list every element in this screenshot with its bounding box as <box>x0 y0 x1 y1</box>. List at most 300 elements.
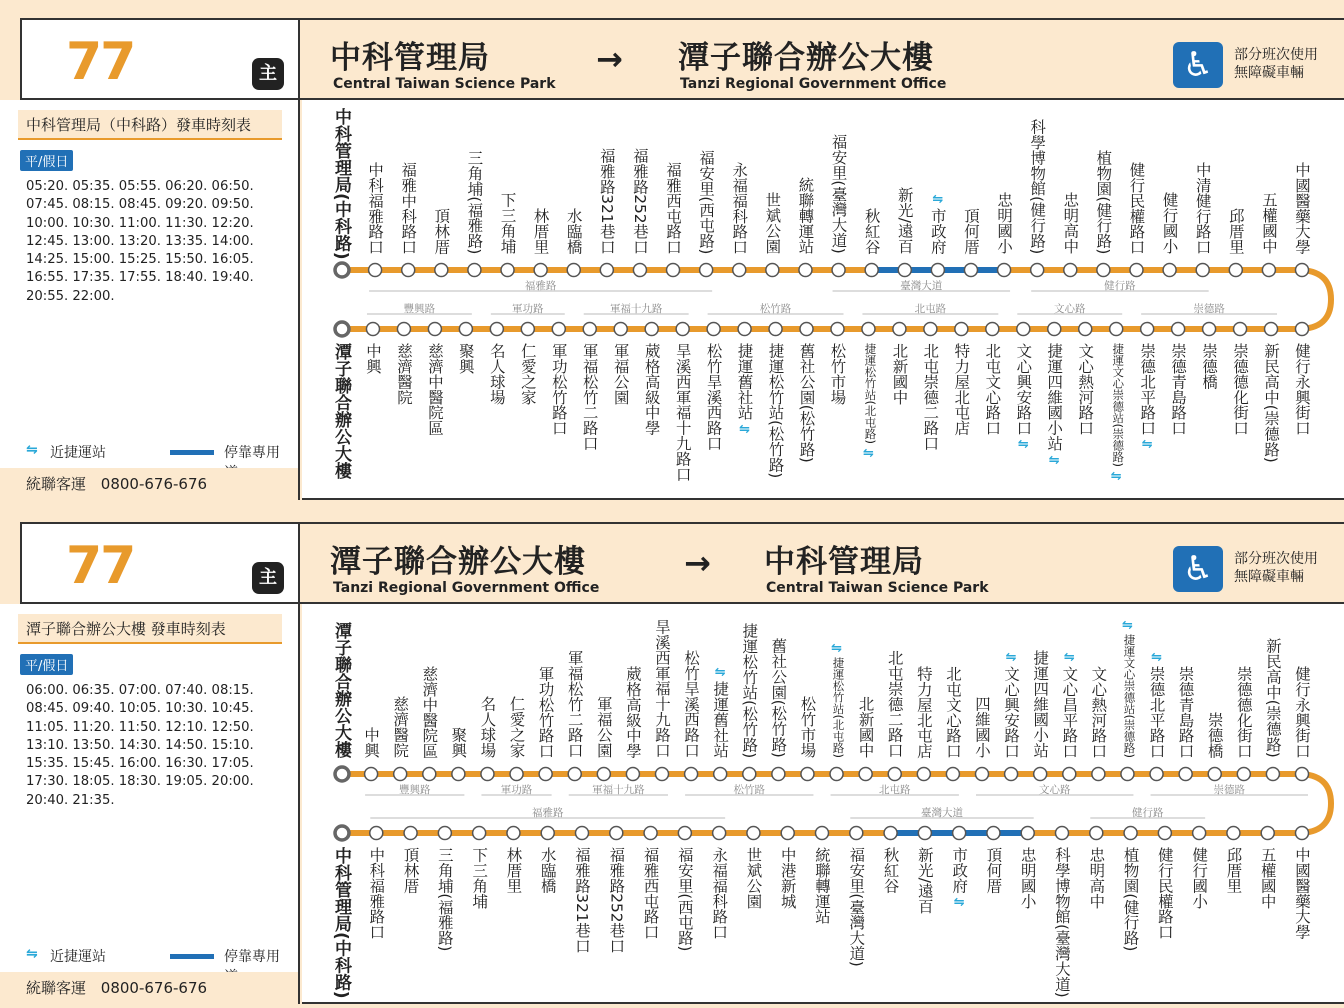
stop-name[interactable]: 捷運舊社站 <box>735 343 754 420</box>
stop-name[interactable]: 統聯轉運站 <box>796 177 815 254</box>
road-name-label: 文心路 <box>1053 303 1086 315</box>
road-name-label: 崇德路 <box>1193 303 1225 315</box>
stop-name[interactable]: 中港新城 <box>778 847 797 909</box>
route-line <box>342 270 1331 329</box>
operator-contact <box>0 972 298 1004</box>
stop-name[interactable]: 邱厝里 <box>1224 847 1243 894</box>
stop-marker[interactable] <box>1092 768 1105 781</box>
stop-marker[interactable] <box>644 827 657 840</box>
direction-arrow-icon: → <box>596 40 623 78</box>
stop-name[interactable]: 特力屋北屯店 <box>952 343 971 436</box>
stop-marker[interactable] <box>1097 264 1110 277</box>
stop-marker[interactable] <box>438 827 451 840</box>
stop-marker[interactable] <box>539 768 552 781</box>
stop-name[interactable]: 中國醫藥大學 <box>1293 161 1311 254</box>
stop-name[interactable]: 中科福雅路口 <box>367 847 386 940</box>
stop-marker[interactable] <box>645 323 658 336</box>
stop-marker[interactable] <box>1150 768 1163 781</box>
stop-name[interactable]: 崇德青島路口 <box>1176 665 1195 758</box>
stop-marker[interactable] <box>397 323 410 336</box>
stop-name[interactable]: 潭子聯合辦公大樓 <box>331 343 351 479</box>
stop-marker[interactable] <box>1056 827 1069 840</box>
stop-name[interactable]: 福雅西屯路口 <box>641 847 660 940</box>
origin-subtitle: Central Taiwan Science Park <box>333 76 556 92</box>
stop-marker[interactable] <box>541 827 554 840</box>
map-legend <box>20 946 288 964</box>
stop-marker[interactable] <box>830 768 843 781</box>
stop-name[interactable]: 捷運文心崇德站(崇德路) <box>1122 634 1137 758</box>
stop-marker[interactable] <box>964 264 977 277</box>
stop-marker[interactable] <box>1179 768 1192 781</box>
stop-name[interactable]: 崇德德化街口 <box>1231 343 1250 436</box>
mrt-transfer-icon: ⇋ <box>26 946 38 962</box>
stop-name[interactable]: 松竹市場 <box>828 343 847 405</box>
stop-name[interactable]: 旱溪西軍福十九路口 <box>653 619 671 758</box>
stop-name[interactable]: 松竹市場 <box>798 696 817 758</box>
stop-marker[interactable] <box>986 323 999 336</box>
stop-marker[interactable] <box>700 264 713 277</box>
departure-times: 05:20. 05:35. 05:55. 06:20. 06:50. 07:45. 08:15. 08:45. 09:20. 09:50. 10:00. 10:30. 11:00. 11:30. 12:20. 12:45. 13:00. 13:20. 13:35. 14:00. 14:25. 15:00. 15:25. 15:50. 16:05. 16:55. 17:35. 17:55. 18:40. 19:40. 20:55. 22:00. <box>26 179 254 304</box>
stop-name[interactable]: 健行國小 <box>1190 847 1209 909</box>
stop-marker[interactable] <box>1163 264 1176 277</box>
stop-name[interactable]: 文心興安路口 <box>1002 665 1021 758</box>
stop-name[interactable]: 特力屋北屯店 <box>914 665 933 758</box>
stop-name[interactable]: 崇德青島路口 <box>1169 343 1188 436</box>
stop-name[interactable]: 名人球場 <box>478 696 497 758</box>
stop-name[interactable]: 文心熱河路口 <box>1089 665 1108 758</box>
mrt-transfer-icon: ⇋ <box>1063 649 1075 665</box>
stop-marker[interactable] <box>600 264 613 277</box>
mrt-transfer-icon: ⇋ <box>714 665 726 680</box>
stop-name[interactable]: 捷運松竹站(北屯路) <box>831 657 846 758</box>
stop-marker[interactable] <box>481 768 494 781</box>
stop-name[interactable]: 中科福雅路口 <box>366 161 385 254</box>
stop-marker[interactable] <box>369 264 382 277</box>
stop-marker[interactable] <box>685 768 698 781</box>
stop-marker[interactable] <box>676 323 689 336</box>
bus-lane-swatch <box>170 954 214 959</box>
day-type-badge: 平/假日 <box>20 150 73 171</box>
stop-marker[interactable] <box>521 323 534 336</box>
stop-marker[interactable] <box>769 323 782 336</box>
stop-name[interactable]: 世斌公園 <box>744 847 763 909</box>
stop-name[interactable]: 慈濟中醫院區 <box>420 665 439 758</box>
stop-name[interactable]: 軍功松竹路口 <box>549 343 568 436</box>
road-name-label: 松竹路 <box>733 784 766 796</box>
stop-marker[interactable] <box>1296 768 1309 781</box>
stop-name[interactable]: 松竹旱溪西路口 <box>682 650 701 758</box>
stop-name[interactable]: 中科管理局(中科路) <box>331 108 351 260</box>
stop-marker[interactable] <box>800 323 813 336</box>
stop-name[interactable]: 崇德德化街口 <box>1234 665 1253 758</box>
stop-name[interactable]: 市政府 <box>950 847 969 894</box>
stop-marker[interactable] <box>335 263 349 277</box>
stop-marker[interactable] <box>924 323 937 336</box>
stop-marker[interactable] <box>733 264 746 277</box>
stop-name[interactable]: 慈濟中醫院區 <box>425 343 444 436</box>
stop-marker[interactable] <box>862 323 875 336</box>
stop-marker[interactable] <box>1090 827 1103 840</box>
stop-name[interactable]: 文心昌平路口 <box>1060 665 1079 758</box>
stop-name[interactable]: 忠明高中 <box>1061 192 1080 254</box>
stop-name[interactable]: 旱溪西軍福十九路口 <box>673 343 692 482</box>
stop-marker[interactable] <box>884 827 897 840</box>
stop-marker[interactable] <box>831 323 844 336</box>
stop-marker[interactable] <box>507 827 520 840</box>
stop-marker[interactable] <box>1234 323 1247 336</box>
stop-name[interactable]: 忠明國小 <box>1018 847 1037 909</box>
stop-marker[interactable] <box>1063 768 1076 781</box>
stop-marker[interactable] <box>888 768 901 781</box>
stop-marker[interactable] <box>552 323 565 336</box>
stop-marker[interactable] <box>772 768 785 781</box>
stop-marker[interactable] <box>1266 768 1279 781</box>
stop-marker[interactable] <box>955 323 968 336</box>
stop-name[interactable]: 五權國中 <box>1258 847 1277 909</box>
stop-marker[interactable] <box>633 264 646 277</box>
stop-marker[interactable] <box>1130 264 1143 277</box>
stop-name[interactable]: 下三角埔 <box>498 192 517 254</box>
origin-title: 潭子聯合辦公大樓 <box>330 544 586 580</box>
stop-marker[interactable] <box>1110 323 1123 336</box>
stop-marker[interactable] <box>1121 768 1134 781</box>
legend-lane-label: 停靠專用 <box>224 949 280 965</box>
stop-name[interactable]: 秋紅谷 <box>881 847 900 894</box>
stop-marker[interactable] <box>714 768 727 781</box>
road-name-label: 北屯路 <box>914 303 947 315</box>
stop-name[interactable]: 軍福松竹二路口 <box>565 650 584 758</box>
stop-marker[interactable] <box>501 264 514 277</box>
route-line <box>342 774 1331 833</box>
stop-name[interactable]: 市政府 <box>928 207 947 254</box>
stop-name[interactable]: 舊社公園(松竹路) <box>769 638 788 758</box>
stop-name[interactable]: 福安里(西屯路) <box>675 847 694 952</box>
stop-name[interactable]: 植物園(健行路) <box>1121 847 1140 952</box>
stop-name[interactable]: 軍功松竹路口 <box>536 665 555 758</box>
stop-marker[interactable] <box>567 264 580 277</box>
stop-marker[interactable] <box>987 827 1000 840</box>
stop-marker[interactable] <box>1079 323 1092 336</box>
stop-marker[interactable] <box>1262 264 1275 277</box>
stop-name[interactable]: 頂何厝 <box>961 207 980 254</box>
stop-name[interactable]: 頂何厝 <box>984 847 1003 894</box>
stop-marker[interactable] <box>738 323 751 336</box>
road-name-label: 文心路 <box>1038 784 1071 796</box>
stop-marker[interactable] <box>1021 827 1034 840</box>
stop-name[interactable]: 永福福科路口 <box>730 161 749 254</box>
stop-name[interactable]: 水臨橋 <box>538 847 557 894</box>
stop-name[interactable]: 福雅路321巷口 <box>597 147 616 254</box>
stop-marker[interactable] <box>713 827 726 840</box>
stop-name[interactable]: 健行民權路口 <box>1155 847 1174 940</box>
stop-name[interactable]: 永福福科路口 <box>710 847 729 940</box>
stop-marker[interactable] <box>859 768 872 781</box>
stop-name[interactable]: 捷運舊社站 <box>711 681 730 758</box>
timetable-title: 中科管理局（中科路）發車時刻表 <box>18 110 282 140</box>
stop-name[interactable]: 三角埔(福雅路) <box>465 149 484 254</box>
departure-times: 06:00. 06:35. 07:00. 07:40. 08:15. 08:45. 09:40. 10:05. 10:30. 10:45. 11:05. 11:20. 11:50. 12:10. 12:50. 13:10. 13:50. 14:30. 14:50. 15:10. 15:35. 15:45. 16:00. 16:30. 17:05. 17:30. 18:05. 18:30. 19:05. 20:00. 20:40. 21:35. <box>26 683 254 808</box>
stop-name[interactable]: 健行國小 <box>1160 192 1179 254</box>
stop-marker[interactable] <box>614 323 627 336</box>
stop-marker[interactable] <box>404 827 417 840</box>
stop-marker[interactable] <box>365 768 378 781</box>
stop-name[interactable]: 仁愛之家 <box>518 343 537 405</box>
stop-marker[interactable] <box>850 827 863 840</box>
stop-name[interactable]: 北新國中 <box>856 696 875 758</box>
wheelchair-icon: ♿ <box>1173 42 1223 88</box>
route-number-box <box>20 522 300 604</box>
road-name-label: 臺灣大道 <box>900 280 943 292</box>
stop-name[interactable]: 植物園(健行路) <box>1094 149 1113 254</box>
stop-marker[interactable] <box>366 323 379 336</box>
route-header <box>300 18 1344 100</box>
stop-marker[interactable] <box>597 768 610 781</box>
stop-name[interactable]: 福雅路321巷口 <box>573 847 591 954</box>
stop-name[interactable]: 統聯轉運站 <box>813 847 831 924</box>
stop-name[interactable]: 文心興安路口 <box>1014 343 1033 436</box>
stop-marker[interactable] <box>1265 323 1278 336</box>
timetable-panel <box>0 100 300 500</box>
stop-marker[interactable] <box>576 827 589 840</box>
stop-name[interactable]: 秋紅谷 <box>862 207 881 254</box>
stop-name[interactable]: 北屯文心路口 <box>983 343 1002 436</box>
route-header <box>300 522 1344 604</box>
stop-name[interactable]: 舊社公園(松竹路) <box>797 343 816 463</box>
stop-marker[interactable] <box>1064 264 1077 277</box>
stop-marker[interactable] <box>394 768 407 781</box>
road-name-label: 松竹路 <box>759 303 792 315</box>
stop-marker[interactable] <box>435 264 448 277</box>
stop-marker[interactable] <box>1141 323 1154 336</box>
stop-name[interactable]: 邱厝里 <box>1226 207 1245 254</box>
stop-name[interactable]: 忠明國小 <box>995 192 1014 254</box>
stop-marker[interactable] <box>743 768 756 781</box>
stop-name[interactable]: 健行永興街口 <box>1293 343 1311 436</box>
stop-name[interactable]: 福雅路252巷口 <box>607 847 626 954</box>
stop-marker[interactable] <box>468 264 481 277</box>
stop-name[interactable]: 中清健行路口 <box>1193 161 1212 254</box>
stop-name[interactable]: 福安里(臺灣大道) <box>847 847 866 967</box>
stop-marker[interactable] <box>801 768 814 781</box>
stop-name[interactable]: 五權國中 <box>1259 192 1278 254</box>
stop-name[interactable]: 四維國小 <box>973 696 991 758</box>
stop-name[interactable]: 三角埔(福雅路) <box>435 847 454 952</box>
stop-marker[interactable] <box>667 264 680 277</box>
map-legend <box>20 442 288 460</box>
stop-marker[interactable] <box>1124 827 1137 840</box>
stop-name[interactable]: 捷運四維國小站 <box>1045 343 1064 451</box>
stop-name[interactable]: 捷運松竹站(松竹路) <box>740 622 759 758</box>
stop-marker[interactable] <box>583 323 596 336</box>
road-name-label: 軍功路 <box>512 303 544 315</box>
stop-name[interactable]: 捷運文心崇德站(崇德路) <box>1111 343 1126 467</box>
stop-marker[interactable] <box>1017 323 1030 336</box>
stop-marker[interactable] <box>1196 264 1209 277</box>
stop-name[interactable]: 捷運松竹站(松竹路) <box>766 343 785 479</box>
stop-marker[interactable] <box>459 323 472 336</box>
stop-marker[interactable] <box>423 768 436 781</box>
stop-marker[interactable] <box>1034 768 1047 781</box>
stop-marker[interactable] <box>1296 323 1309 336</box>
stop-name[interactable]: 新民高中(崇德路) <box>1263 638 1282 758</box>
stop-marker[interactable] <box>510 768 523 781</box>
stop-name[interactable]: 文心熱河路口 <box>1076 343 1095 436</box>
stop-marker[interactable] <box>1005 768 1018 781</box>
stop-marker[interactable] <box>1048 323 1061 336</box>
stop-marker[interactable] <box>707 323 720 336</box>
stop-marker[interactable] <box>1261 827 1274 840</box>
stop-marker[interactable] <box>568 768 581 781</box>
operator-phone: 0800-676-676 <box>100 979 208 997</box>
stop-name[interactable]: 林厝里 <box>504 847 523 894</box>
stop-name[interactable]: 福雅西屯路口 <box>664 161 683 254</box>
stop-name[interactable]: 捷運松竹站(北屯路) <box>863 343 878 444</box>
mrt-transfer-icon: ⇋ <box>831 641 842 657</box>
mrt-transfer-icon: ⇋ <box>1110 468 1122 484</box>
stop-name[interactable]: 軍福松竹二路口 <box>580 343 599 451</box>
stop-name[interactable]: 健行永興街口 <box>1293 665 1311 758</box>
stop-marker[interactable] <box>428 323 441 336</box>
stop-marker[interactable] <box>1203 323 1216 336</box>
stop-marker[interactable] <box>931 264 944 277</box>
destination-subtitle: Central Taiwan Science Park <box>766 580 989 596</box>
road-name-label: 軍福十九路 <box>609 303 663 315</box>
stop-marker[interactable] <box>1193 827 1206 840</box>
stop-marker[interactable] <box>918 827 931 840</box>
stop-marker[interactable] <box>998 264 1011 277</box>
stop-marker[interactable] <box>1237 768 1250 781</box>
stop-marker[interactable] <box>865 264 878 277</box>
stop-marker[interactable] <box>893 323 906 336</box>
road-name-label: 豐興路 <box>403 303 436 315</box>
stop-name[interactable]: 聚興 <box>456 343 475 374</box>
stop-name[interactable]: 中科管理局(中科路) <box>331 847 351 999</box>
mrt-transfer-icon: ⇋ <box>1017 437 1029 453</box>
stop-name[interactable]: 聚興 <box>449 727 468 758</box>
stop-name[interactable]: 慈濟醫院 <box>391 696 410 758</box>
stop-name[interactable]: 中興 <box>362 727 381 758</box>
origin-title: 中科管理局 <box>330 40 490 76</box>
stop-marker[interactable] <box>946 768 959 781</box>
stop-marker[interactable] <box>1208 768 1221 781</box>
stop-marker[interactable] <box>917 768 930 781</box>
route-number: 77 <box>66 32 135 92</box>
stop-marker[interactable] <box>832 264 845 277</box>
stop-name[interactable]: 科學博物館(健行路) <box>1028 118 1047 254</box>
stop-marker[interactable] <box>1158 827 1171 840</box>
wheelchair-icon: ♿ <box>1173 546 1223 592</box>
stop-name[interactable]: 健行民權路口 <box>1127 161 1146 254</box>
stop-marker[interactable] <box>816 827 829 840</box>
stop-marker[interactable] <box>534 264 547 277</box>
stop-marker[interactable] <box>953 827 966 840</box>
stop-marker[interactable] <box>678 827 691 840</box>
stop-marker[interactable] <box>781 827 794 840</box>
stop-name[interactable]: 新民高中(崇德路) <box>1262 343 1281 463</box>
stop-name[interactable]: 松竹旱溪西路口 <box>704 343 723 451</box>
stop-marker[interactable] <box>1296 264 1309 277</box>
stop-name[interactable]: 葳格高級中學 <box>642 343 661 436</box>
stop-name[interactable]: 忠明高中 <box>1087 847 1106 909</box>
stop-name[interactable]: 慈濟醫院 <box>394 343 413 405</box>
stop-marker[interactable] <box>1296 827 1309 840</box>
stop-marker[interactable] <box>473 827 486 840</box>
operator-contact <box>0 468 298 500</box>
stop-name[interactable]: 新光/遠百 <box>895 187 914 254</box>
stop-name[interactable]: 科學博物館(臺灣大道) <box>1053 847 1071 998</box>
stop-name[interactable]: 潭子聯合辦公大樓 <box>331 622 351 758</box>
stop-name[interactable]: 林厝里 <box>531 207 550 254</box>
stop-name[interactable]: 崇德橋 <box>1205 711 1224 758</box>
stop-marker[interactable] <box>766 264 779 277</box>
stop-name[interactable]: 崇德北平路口 <box>1138 343 1157 436</box>
stop-name[interactable]: 崇德橋 <box>1200 343 1219 390</box>
stop-marker[interactable] <box>452 768 465 781</box>
stop-marker[interactable] <box>1031 264 1044 277</box>
stop-name[interactable]: 軍福公園 <box>611 343 630 405</box>
stop-marker[interactable] <box>490 323 503 336</box>
stop-marker[interactable] <box>898 264 911 277</box>
stop-marker[interactable] <box>335 826 349 840</box>
stop-marker[interactable] <box>1227 827 1240 840</box>
mrt-transfer-icon: ⇋ <box>1005 649 1017 665</box>
stop-marker[interactable] <box>747 827 760 840</box>
stop-marker[interactable] <box>335 767 349 781</box>
stop-name[interactable]: 仁愛之家 <box>507 696 526 758</box>
stop-marker[interactable] <box>656 768 669 781</box>
road-name-label: 豐興路 <box>398 784 431 796</box>
stop-name[interactable]: 中興 <box>363 343 382 374</box>
timetable-panel <box>0 604 300 1004</box>
road-name-label: 崇德路 <box>1213 784 1246 796</box>
stop-name[interactable]: 新光/遠百 <box>915 847 934 914</box>
stop-marker[interactable] <box>1229 264 1242 277</box>
stop-name[interactable]: 捷運四維國小站 <box>1031 650 1050 758</box>
stop-name[interactable]: 福安里(西屯路) <box>697 149 716 254</box>
operator-phone: 0800-676-676 <box>100 475 208 493</box>
stop-marker[interactable] <box>976 768 989 781</box>
stop-marker[interactable] <box>370 827 383 840</box>
stop-name[interactable]: 北屯崇德二路口 <box>885 650 904 758</box>
stop-name[interactable]: 下三角埔 <box>470 847 489 909</box>
stop-marker[interactable] <box>799 264 812 277</box>
stop-name[interactable]: 名人球場 <box>487 343 506 405</box>
stop-name[interactable]: 中國醫藥大學 <box>1293 847 1311 940</box>
stop-name[interactable]: 頂林厝 <box>432 207 451 254</box>
stop-name[interactable]: 福雅中科路口 <box>399 161 418 254</box>
destination-title: 中科管理局 <box>764 544 924 580</box>
stop-marker[interactable] <box>1172 323 1185 336</box>
stop-name[interactable]: 葳格高級中學 <box>623 665 642 758</box>
stop-name[interactable]: 福雅路252巷口 <box>630 147 649 254</box>
stop-name[interactable]: 水臨橋 <box>564 207 583 254</box>
stop-marker[interactable] <box>402 264 415 277</box>
stop-name[interactable]: 崇德北平路口 <box>1147 665 1166 758</box>
stop-marker[interactable] <box>626 768 639 781</box>
stop-name[interactable]: 北新國中 <box>890 343 909 405</box>
road-name-label: 軍功路 <box>500 784 533 796</box>
stop-marker[interactable] <box>610 827 623 840</box>
mrt-transfer-icon: ⇋ <box>953 895 965 911</box>
stop-name[interactable]: 軍福公園 <box>594 696 613 758</box>
stop-name[interactable]: 北屯文心路口 <box>943 665 962 758</box>
stop-name[interactable]: 福安里(臺灣大道) <box>829 134 848 254</box>
stop-marker[interactable] <box>335 322 349 336</box>
stop-name[interactable]: 頂林厝 <box>401 847 420 894</box>
stop-name[interactable]: 世斌公園 <box>763 192 782 254</box>
stop-name[interactable]: 北屯崇德二路口 <box>921 343 940 451</box>
road-name-label: 軍福十九路 <box>592 784 645 796</box>
